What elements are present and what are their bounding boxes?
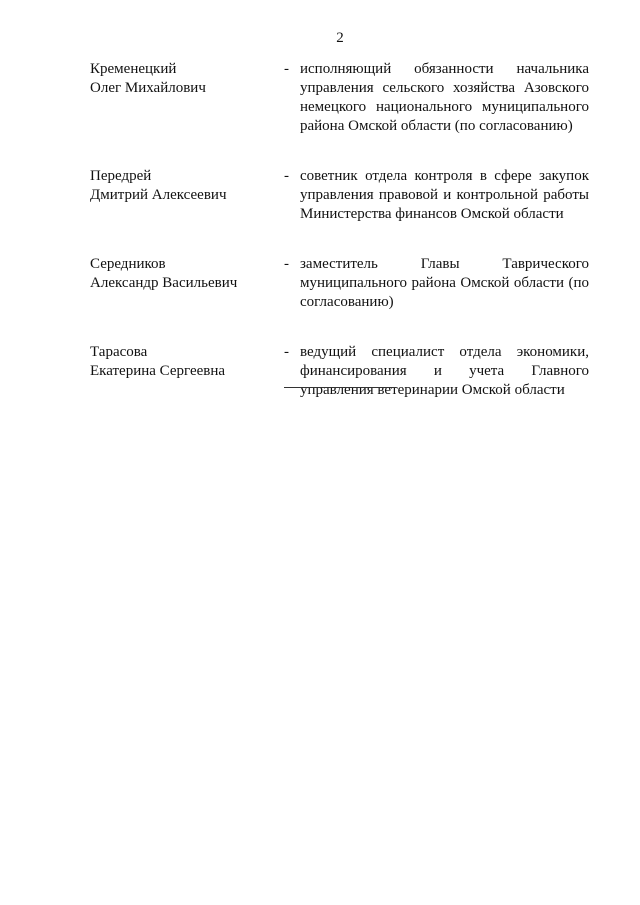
member-given-names: Олег Михайлович	[90, 80, 206, 96]
member-name	[90, 255, 284, 312]
page-number: 2	[336, 30, 344, 46]
position-line: финансирования и учета Главного	[300, 363, 589, 379]
member-surname: Середников	[90, 256, 166, 272]
member-entry-kremenetsky	[90, 60, 590, 136]
position-line: исполняющий обязанности начальника	[300, 61, 589, 77]
member-entry-serednikov	[90, 255, 590, 312]
position-line: заместитель Главы Таврического	[300, 256, 589, 272]
position-line: муниципального района Омской области (по	[300, 275, 589, 291]
member-name	[90, 343, 284, 400]
dash-separator: -	[284, 168, 289, 184]
member-entry-tarasova	[90, 343, 590, 400]
member-surname: Передрей	[90, 168, 152, 184]
members-list	[90, 60, 590, 431]
member-surname: Кременецкий	[90, 61, 177, 77]
position-line: управления правовой и контрольной работы	[300, 187, 589, 203]
member-position	[300, 343, 589, 400]
member-given-names: Дмитрий Алексеевич	[90, 187, 227, 203]
position-line: управления сельского хозяйства Азовского	[300, 80, 589, 96]
member-position	[300, 255, 589, 312]
position-line: немецкого национального муниципального	[300, 99, 589, 115]
member-surname: Тарасова	[90, 344, 148, 360]
member-position	[300, 60, 589, 136]
dash-separator: -	[284, 256, 289, 272]
member-entry-peredrey	[90, 167, 590, 224]
position-line: управления ветеринарии Омской области	[300, 382, 565, 398]
dash-separator: -	[284, 344, 289, 360]
position-line: советник отдела контроля в сфере закупок	[300, 168, 589, 184]
member-given-names: Александр Васильевич	[90, 275, 238, 291]
member-name	[90, 60, 284, 136]
position-line: Министерства финансов Омской области	[300, 206, 564, 222]
dash-separator: -	[284, 61, 289, 77]
end-rule-divider	[284, 387, 396, 388]
member-name	[90, 167, 284, 224]
member-position	[300, 167, 589, 224]
position-line: района Омской области (по согласованию)	[300, 118, 573, 134]
member-given-names: Екатерина Сергеевна	[90, 363, 226, 379]
position-line: ведущий специалист отдела экономики,	[300, 344, 589, 360]
position-line: согласованию)	[300, 294, 394, 310]
